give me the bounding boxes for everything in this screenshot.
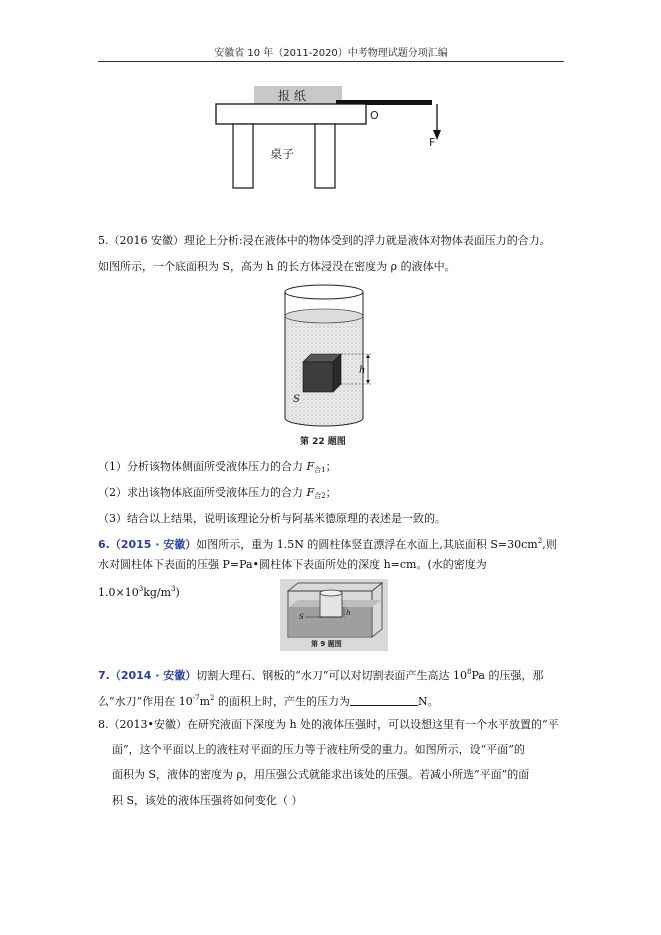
q6-line2-a: 水对圆柱体下表面的压强 P=Pa•圆柱体下表面所处的深度 h=cm。(水的密度为 1.0×10 [98,558,487,599]
cylinder-top [320,590,342,596]
q5-line1: 5.（2016 安徽）理论上分析:浸在液体中的物体受到的浮力就是液体对物体表面压力的合力。 [98,234,551,247]
table-leg-left [233,124,253,188]
paper-label: 报 纸 [278,89,306,103]
h-arrow-down [366,380,370,384]
q5-line2: 如图所示，一个底面积为 S，高为 h 的长方体浸没在密度为 ρ 的液体中。 [98,260,456,273]
q7-line1-sup: 8 [467,668,472,676]
force-f-label: F [429,136,436,149]
beaker-rim [285,285,363,299]
q5-sub1-symbol: F [306,460,315,473]
q7-line2 [98,686,568,714]
q5-sub2-symbol: F [306,486,315,499]
point-o-label: O [370,109,379,122]
q6-number: 6.（2015 · 安徽） [98,538,197,551]
q8-line2: 面”，这个平面以上的液柱对平面的压力等于液柱所受的重力。如图所示，设“平面”的 [112,743,525,756]
tank-h-label: h [346,609,351,617]
s-label: S [293,394,300,405]
table-paper-figure [200,78,460,198]
q6-line1-end: ,则 [542,538,557,551]
q7-line2-c: 的面积上时，产生的压力为 [214,695,350,708]
q7-line2-sup1: -7 [192,694,200,702]
tank-s-label: S [299,613,304,621]
tank-figure [280,579,388,651]
header-rule [98,61,564,62]
q6-line1-sup: 2 [537,537,543,545]
q7-answer-blank [350,695,418,706]
q7-number: 7.（2014 · 安徽） [98,669,197,682]
tank-caption: 第 9 题图 [311,640,342,648]
q5-sub1-subscript: 合1 [314,466,326,474]
q7-line2-end: N。 [417,695,439,708]
q6-line2-sup2: 3 [171,585,176,593]
q6-line2-c: ) [175,586,180,599]
q6-line2-b: kg/m [143,586,172,599]
page-header: 安徽省 10 年（2011-2020）中考物理试题分项汇编 [214,48,448,59]
beaker-figure [279,282,387,452]
table-label: 桌子 [270,147,295,161]
q7-line2-b: m [199,695,211,708]
h-arrow-up [366,354,370,358]
q7-line2-sup2: 2 [210,694,215,702]
h-label: h [359,365,366,376]
q5-sub2 [98,481,568,508]
q8-line4: 积 S，该处的液体压强将如何变化（ ） [112,794,303,807]
q5-sub1-suffix: ； [325,460,337,473]
cube-front [303,362,333,392]
figure-caption: 第 22 题图 [300,437,346,447]
q7-line1-b: Pa 的压强，那 [471,669,544,682]
q5-sub2-suffix: ； [325,486,337,499]
q7-line1 [98,660,568,688]
q5-sub2-subscript: 合2 [314,492,326,500]
q8-line3: 面积为 S，液体的密度为 ρ，用压强公式就能求出该处的压强。若减小所选“平面”的面 [112,768,530,781]
q6-line2-sup1: 3 [138,585,144,593]
cylinder [320,593,342,617]
q7-line2-a: 么“水刀”作用在 10 [98,695,193,708]
q5-sub2-prefix: （2）求出该物体底面所受液体压力的合力 [98,486,307,499]
q7-line1-a: 切割大理石、钢板的“水刀”可以对切割表面产生高达 10 [196,669,468,682]
q6-line1-text: 如图所示，重为 1.5N 的圆柱体竖直漂浮在水面上,其底面积 S=30cm [196,538,538,551]
q5-sub1 [98,455,568,482]
q8-line1: 8.（2013•安徽）在研究液面下深度为 h 处的液体压强时，可以设想这里有一个水平放置的“平 [98,718,559,731]
q5-sub1-prefix: （1）分析该物体侧面所受液体压力的合力 [98,460,307,473]
liquid-surface [285,309,363,323]
table-leg-right [315,124,335,188]
q5-sub3: （3）结合以上结果，说明该理论分析与阿基米德原理的表述是一致的。 [98,512,446,525]
tabletop [216,104,366,124]
